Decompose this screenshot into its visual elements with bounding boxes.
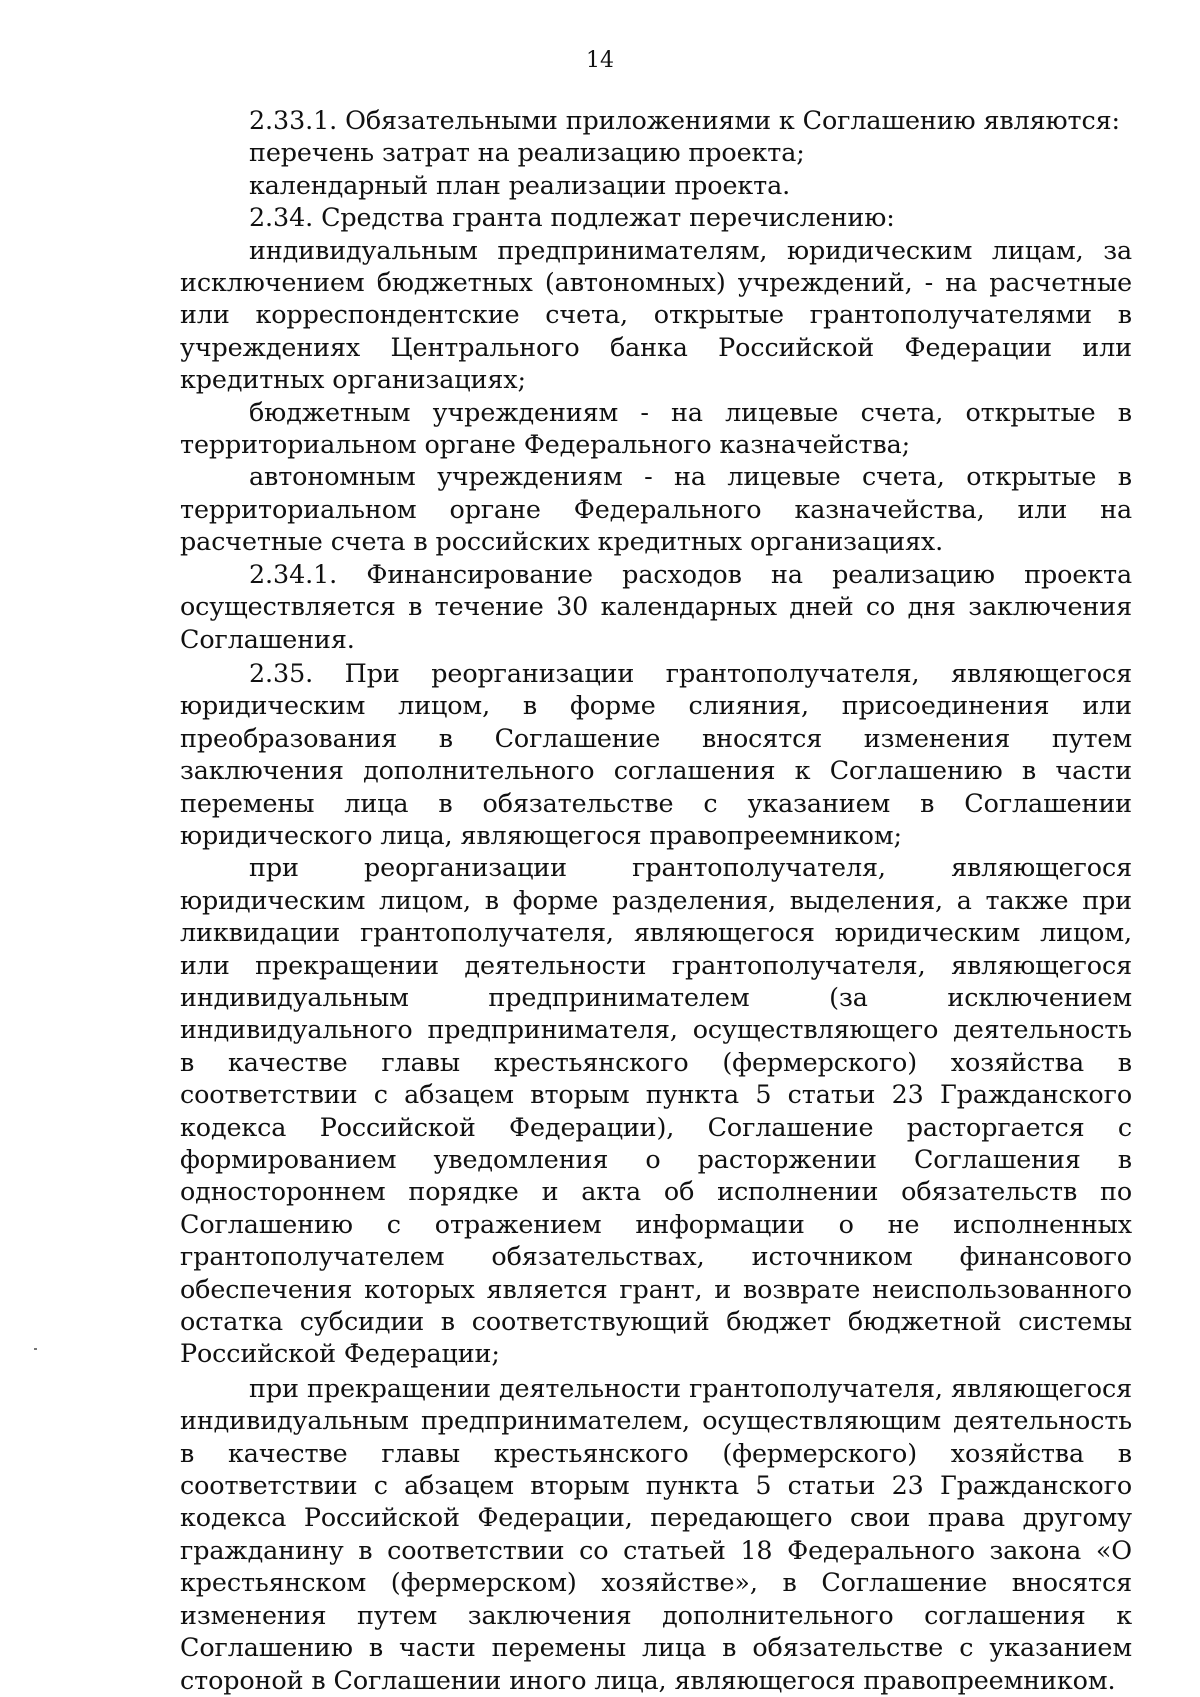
paragraph-autonomous-institutions: автономным учреждениям - на лицевые счета, открытые в территориальном органе Федерального казначейства, или на расчетные счета в российских кредитных организациях. bbox=[180, 461, 1132, 557]
paragraph-farm-termination: при прекращении деятельности грантополучателя, являющегося индивидуальным предпринимателем, осуществляющим деятельность в качестве главы крестьянского (фермерского) хозяйства в соответствии с абзацем вторым пункта 5 статьи 23 Гражданского кодекса Российской Федерации, передающего свои права другому гражданину в соответствии со статьей 18 Федерального закона «О крестьянском (фермерском) хозяйстве», в Соглашение вносятся изменения путем заключения дополнительного соглашения к Соглашению в части перемены лица в обязательстве с указанием стороной в Соглашении иного лица, являющегося правопреемником. bbox=[180, 1372, 1132, 1695]
paragraph-entrepreneurs: индивидуальным предпринимателям, юридическим лицам, за исключением бюджетных (автономных) учреждений, - на расчетные или корреспондентские счета, открытые грантополучателями в учреждениях Центрального банка Российской Федерации или кредитных организациях; bbox=[180, 234, 1132, 395]
scan-speck bbox=[34, 1348, 37, 1350]
paragraph-budget-institutions: бюджетным учреждениям - на лицевые счета, открытые в территориальном органе Федерального казначейства; bbox=[180, 396, 1132, 460]
document-body bbox=[180, 104, 1132, 1696]
paragraph-calendar-plan: календарный план реализации проекта. bbox=[249, 169, 791, 200]
paragraph-2-34-1: 2.34.1. Финансирование расходов на реализацию проекта осуществляется в течение 30 календарных дней со дня заключения Соглашения. bbox=[180, 558, 1132, 654]
paragraph-2-33-1: 2.33.1. Обязательными приложениями к Соглашению являются: bbox=[249, 105, 1120, 135]
paragraph-cost-list: перечень затрат на реализацию проекта; bbox=[249, 137, 805, 168]
page-number: 14 bbox=[586, 48, 614, 73]
paragraph-2-35: 2.35. При реорганизации грантополучателя, являющегося юридическим лицом, в форме слияния, присоединения или преобразования в Соглашение вносятся изменения путем заключения дополнительного соглашения к Соглашению в части перемены лица в обязательстве с указанием в Соглашении юридического лица, являющегося правопреемником; bbox=[180, 657, 1132, 850]
paragraph-2-34: 2.34. Средства гранта подлежат перечислению: bbox=[249, 202, 895, 233]
paragraph-reorganization-division: при реорганизации грантополучателя, являющегося юридическим лицом, в форме разделения, выделения, а также при ликвидации грантополучателя, являющегося юридическим лицом, или прекращении деятельности грантополучателя, являющегося индивидуальным предпринимателем (за исключением индивидуального предпринимателя, осуществляющего деятельность в качестве главы крестьянского (фермерского) хозяйства в соответствии с абзацем вторым пункта 5 статьи 23 Гражданского кодекса Российской Федерации), Соглашение расторгается с формированием уведомления о расторжении Соглашения в одностороннем порядке и акта об исполнении обязательств по Соглашению с отражением информации о не исполненных грантополучателем обязательствах, источником финансового обеспечения которых является грант, и возврате неиспользованного остатка субсидии в соответствующий бюджет бюджетной системы Российской Федерации; bbox=[180, 852, 1132, 1369]
